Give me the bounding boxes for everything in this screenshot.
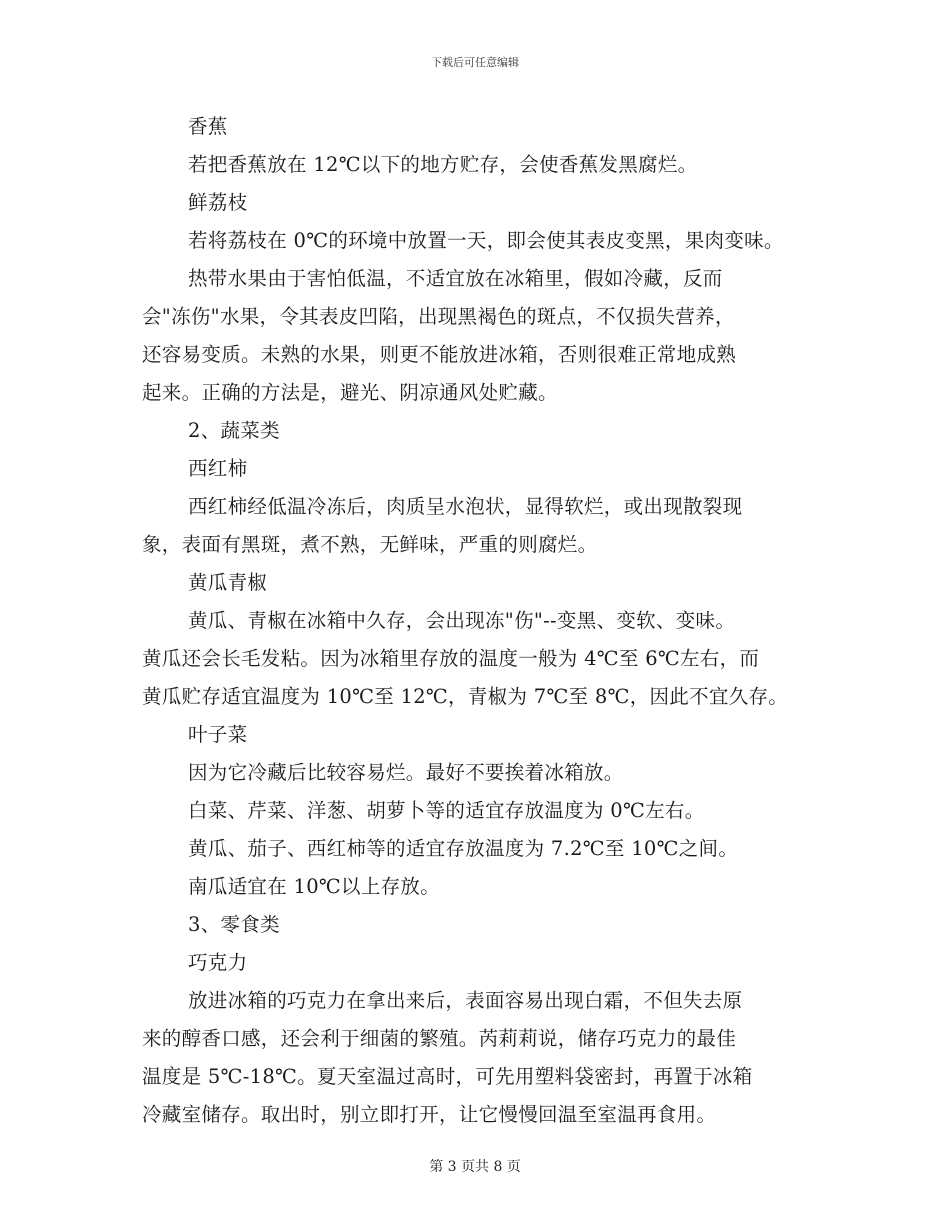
text-line: 黄瓜、茄子、西红柿等的适宜存放温度为 7.2℃至 10℃之间。 bbox=[188, 837, 739, 860]
text-line: 来的醇香口感，还会利于细菌的繁殖。芮莉莉说，储存巧克力的最佳 bbox=[142, 1027, 737, 1050]
text-line: 黄瓜还会长毛发粘。因为冰箱里存放的温度一般为 4℃至 6℃左右，而 bbox=[142, 647, 760, 670]
text-line: 象，表面有黑斑，煮不熟，无鲜味，严重的则腐烂。 bbox=[142, 533, 598, 556]
text-line: 起来。正确的方法是，避光、阴凉通风处贮藏。 bbox=[142, 381, 558, 404]
text-line: 西红柿经低温冷冻后，肉质呈水泡状，显得软烂，或出现散裂现 bbox=[188, 495, 743, 518]
text-line: 白菜、芹菜、洋葱、胡萝卜等的适宜存放温度为 0℃左右。 bbox=[188, 799, 705, 822]
text-line: 冷藏室储存。取出时，别立即打开，让它慢慢回温至室温再食用。 bbox=[142, 1103, 717, 1126]
page-header: 下载后可任意编辑 bbox=[431, 56, 519, 69]
page-footer: 第 3 页共 8 页 bbox=[429, 1159, 521, 1175]
text-line: 黄瓜、青椒在冰箱中久存，会出现冻"伤"--变黑、变软、变味。 bbox=[188, 609, 736, 632]
text-line: 香蕉 bbox=[188, 115, 228, 138]
text-line: 3、零食类 bbox=[188, 913, 280, 936]
text-line: 鲜荔枝 bbox=[188, 191, 248, 214]
text-line: 若把香蕉放在 12℃以下的地方贮存，会使香蕉发黑腐烂。 bbox=[188, 153, 698, 176]
text-line: 巧克力 bbox=[188, 951, 248, 974]
text-line: 黄瓜青椒 bbox=[188, 571, 268, 594]
document-body bbox=[142, 108, 822, 1134]
text-line: 因为它冷藏后比较容易烂。最好不要挨着冰箱放。 bbox=[188, 761, 624, 784]
text-line: 叶子菜 bbox=[188, 723, 248, 746]
text-line: 热带水果由于害怕低温，不适宜放在冰箱里，假如冷藏，反而 bbox=[188, 267, 723, 290]
text-line: 放进冰箱的巧克力在拿出来后，表面容易出现白霜，不但失去原 bbox=[188, 989, 743, 1012]
text-line: 还容易变质。未熟的水果，则更不能放进冰箱，否则很难正常地成熟 bbox=[142, 343, 737, 366]
text-line: 会"冻伤"水果，令其表皮凹陷，出现黑褐色的斑点，不仅损失营养， bbox=[142, 305, 735, 328]
text-line: 温度是 5℃-18℃。夏天室温过高时，可先用塑料袋密封，再置于冰箱 bbox=[142, 1065, 753, 1088]
text-line: 南瓜适宜在 10℃以上存放。 bbox=[188, 875, 441, 898]
text-line: 2、蔬菜类 bbox=[188, 419, 280, 442]
text-line: 西红柿 bbox=[188, 457, 248, 480]
text-line: 黄瓜贮存适宜温度为 10℃至 12℃，青椒为 7℃至 8℃，因此不宜久存。 bbox=[142, 685, 789, 708]
text-line: 若将荔枝在 0℃的环境中放置一天，即会使其表皮变黑，果肉变味。 bbox=[188, 229, 784, 252]
